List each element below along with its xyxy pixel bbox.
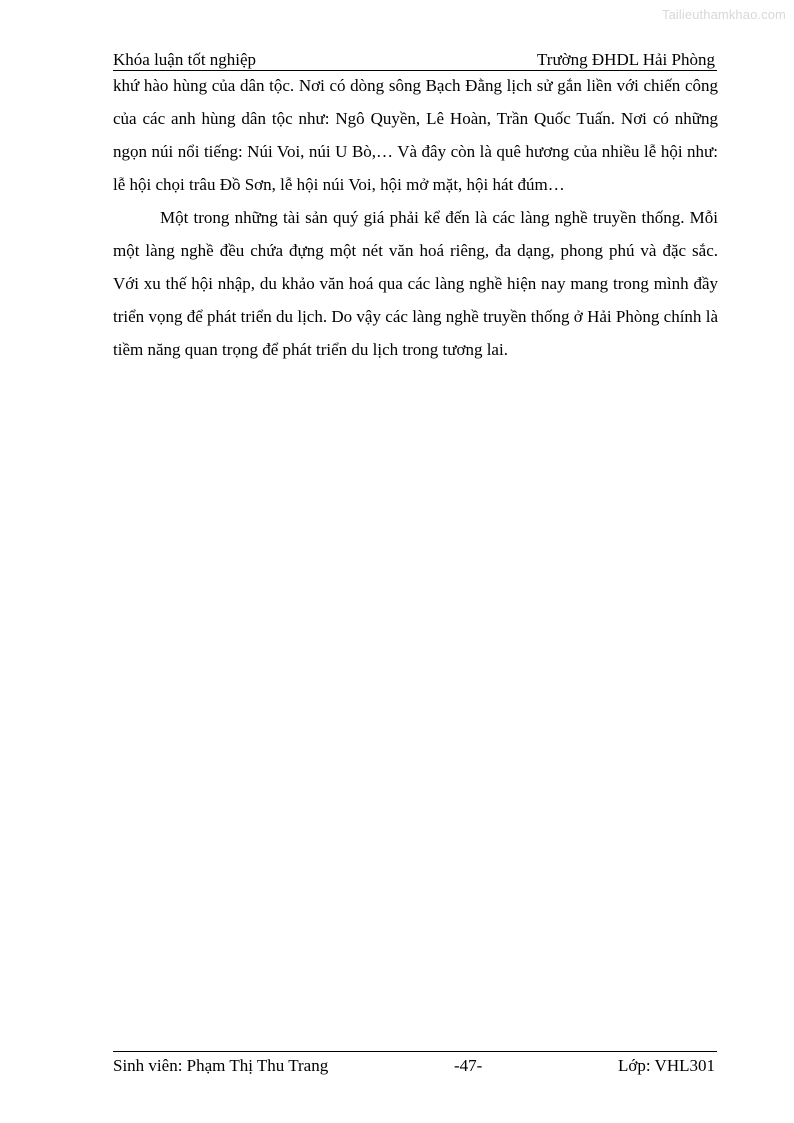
footer-student-name: Sinh viên: Phạm Thị Thu Trang xyxy=(113,1056,329,1075)
watermark-text: Tailieuthamkhao.com xyxy=(661,7,786,22)
footer-page-number: -47- xyxy=(454,1056,483,1075)
header-thesis-label: Khóa luận tốt nghiệp xyxy=(113,50,257,69)
document-body xyxy=(113,69,718,366)
paragraph-traditional-crafts: Một trong những tài sản quý giá phải kể đến là các làng nghề truyền thống. Mỗi một làng nghề đều chứa đựng một nét văn hoá riêng, đa dạng, phong phú và đặc sắc. Với xu thế hội nhập, du khảo văn hoá qua các làng nghề hiện nay mang trong mình đầy triển vọng để phát triển du lịch. Do vậy các làng nghề truyền thống ở Hải Phòng chính là tiềm năng quan trọng để phát triển du lịch trong tương lai. xyxy=(113,208,718,359)
footer-class-label: Lớp: VHL301 xyxy=(618,1056,715,1075)
header-university-label: Trường ĐHDL Hải Phòng xyxy=(537,50,715,69)
footer-divider xyxy=(113,1051,717,1052)
page-header xyxy=(113,49,715,71)
paragraph-continued: khứ hào hùng của dân tộc. Nơi có dòng sông Bạch Đằng lịch sử gắn liền với chiến công của các anh hùng dân tộc như: Ngô Quyền, Lê Hoàn, Trần Quốc Tuấn. Nơi có những ngọn núi nổi tiếng: Núi Voi, núi U Bò,… Và đây còn là quê hương của nhiều lễ hội như: lễ hội chọi trâu Đồ Sơn, lễ hội núi Voi, hội mở mặt, hội hát đúm… xyxy=(113,76,718,194)
